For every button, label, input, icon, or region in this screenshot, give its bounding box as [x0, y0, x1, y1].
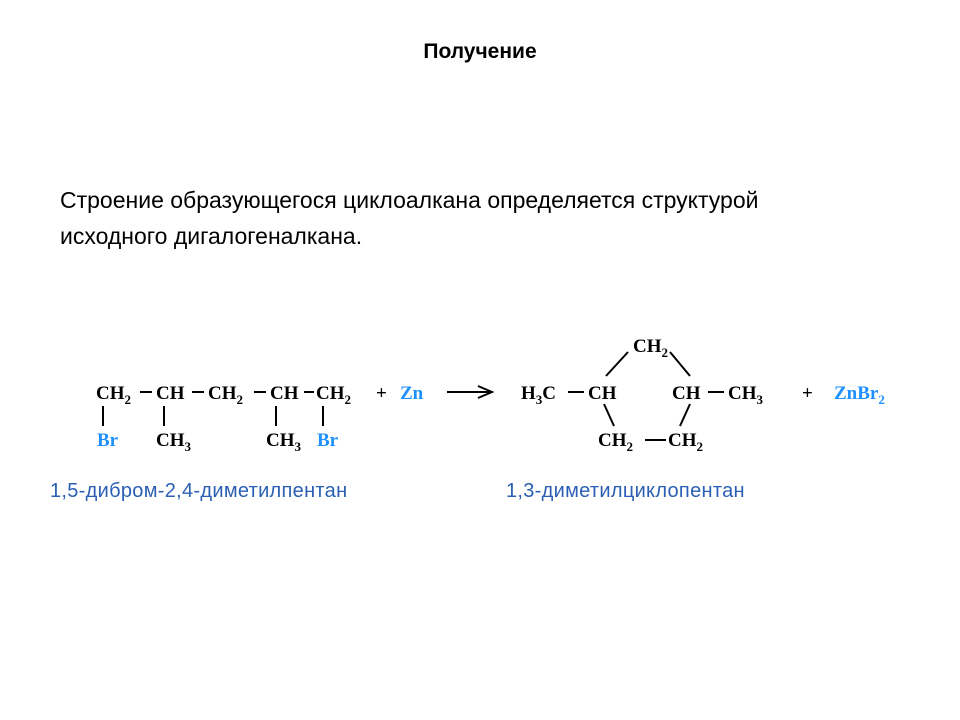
reactant-methyl-2: $CH_3$	[266, 430, 301, 454]
product-right-methyl: $CH_3$	[728, 383, 763, 407]
reactant-chain-c2: CH	[156, 383, 185, 404]
product-ring-top: $CH_2$	[633, 336, 668, 360]
reagent-zinc: Zn	[400, 383, 424, 404]
slide-title: Получение	[423, 40, 537, 63]
reactant-chain-c4: CH	[270, 383, 299, 404]
product-left-methyl: $H_3C$	[521, 383, 557, 407]
reactant-methyl-1: $CH_3$	[156, 430, 191, 454]
product-name: 1,3-диметилциклопентан	[506, 480, 745, 502]
product-ring-bottom-left: $CH_2$	[598, 430, 633, 454]
reactant-chain-c3: $CH_2$	[208, 383, 243, 407]
product-ring-bottom-right: $CH_2$	[668, 430, 703, 454]
product-ring-right: CH	[672, 383, 701, 404]
ring-bond	[606, 352, 628, 376]
reactant-br-1: Br	[97, 430, 119, 451]
plus-sign-2: +	[802, 383, 813, 404]
ring-bond	[604, 404, 614, 426]
plus-sign-1: +	[376, 383, 387, 404]
byproduct-zinc-bromide: ZnBr$_2$	[834, 383, 885, 407]
reactant-name: 1,5-дибром-2,4-диметилпентан	[50, 480, 348, 502]
reactant-br-2: Br	[317, 430, 339, 451]
ring-bond	[670, 352, 690, 376]
paragraph-line-2: исходного дигалогеналкана.	[60, 223, 363, 249]
product-ring-left: CH	[588, 383, 617, 404]
reactant-chain-c5: $CH_2$	[316, 383, 351, 407]
reactant-chain-c1: $CH_2$	[96, 383, 131, 407]
ring-bond	[680, 404, 690, 426]
paragraph-line-1: Строение образующегося циклоалкана определяется структурой	[60, 187, 759, 213]
